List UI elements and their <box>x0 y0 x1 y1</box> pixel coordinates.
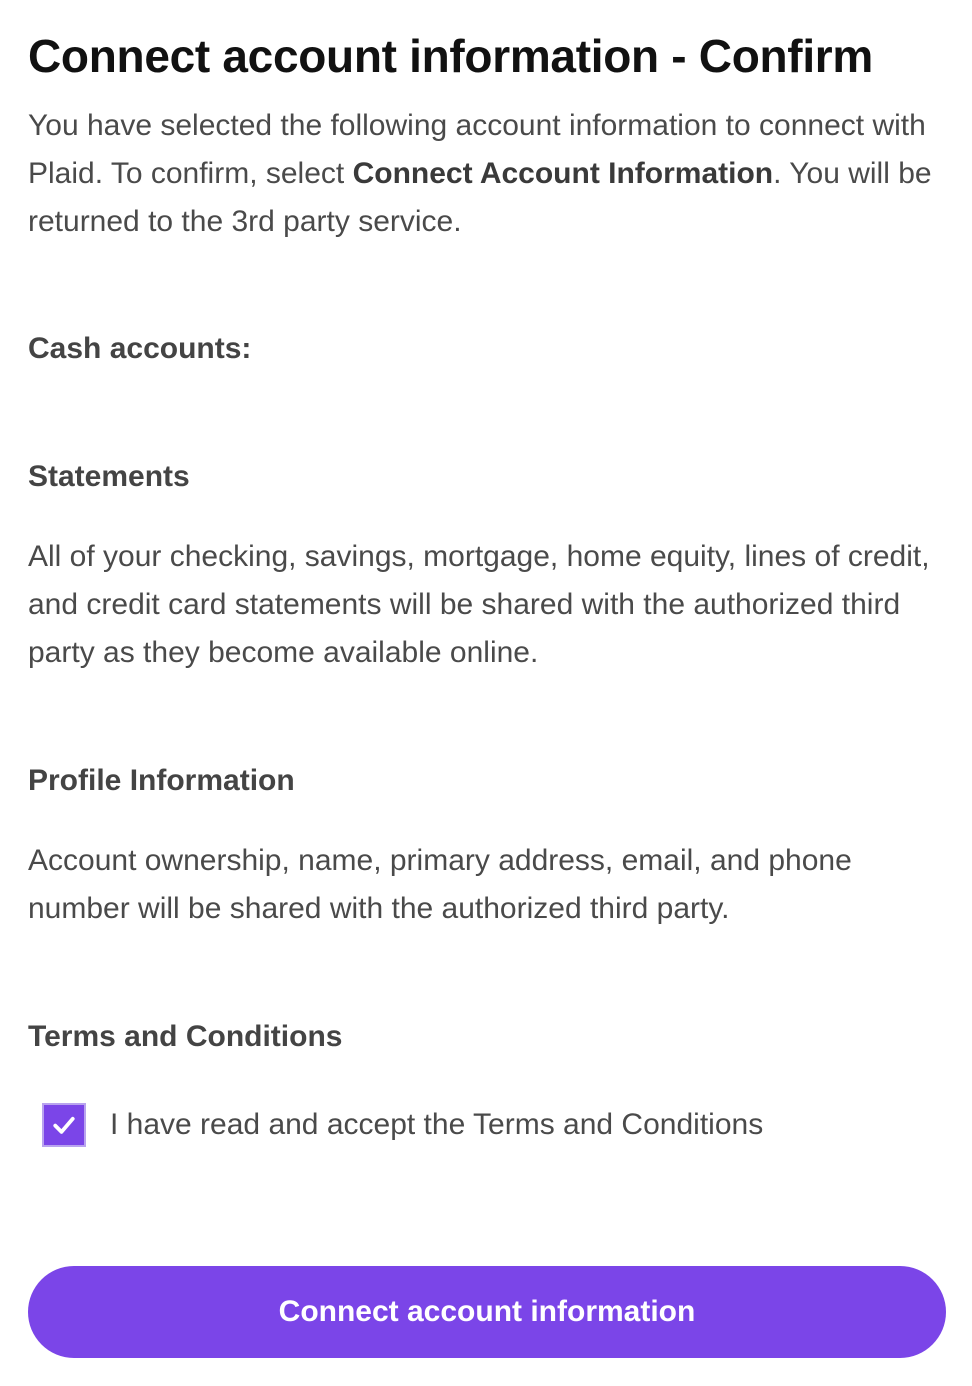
connect-account-information-button[interactable]: Connect account information <box>28 1266 946 1358</box>
intro-text-after: . You will be returned to the 3rd party service. <box>28 157 932 238</box>
terms-heading: Terms and Conditions <box>28 1020 343 1053</box>
terms-checkbox-row[interactable] <box>42 1101 763 1149</box>
intro-text-before: You have selected the following account information to connect with Plaid. To confirm, select <box>28 109 926 190</box>
intro-bold-text: Connect Account Information <box>352 157 774 190</box>
statements-text: All of your checking, savings, mortgage, home equity, lines of credit, and credit card statements will be shared with the authorized third party as they become available online. <box>28 540 930 669</box>
terms-checkbox-label[interactable]: I have read and accept the Terms and Conditions <box>110 1108 764 1141</box>
terms-checkbox[interactable] <box>42 1103 86 1147</box>
profile-information-text: Account ownership, name, primary address, email, and phone number will be shared with the authorized third party. <box>28 844 852 925</box>
statements-heading: Statements <box>28 460 190 493</box>
page-title: Connect account information - Confirm <box>28 30 873 82</box>
checkmark-icon <box>49 1110 79 1140</box>
profile-information-heading: Profile Information <box>28 764 295 797</box>
cash-accounts-heading: Cash accounts: <box>28 332 252 365</box>
intro-text <box>28 102 948 246</box>
